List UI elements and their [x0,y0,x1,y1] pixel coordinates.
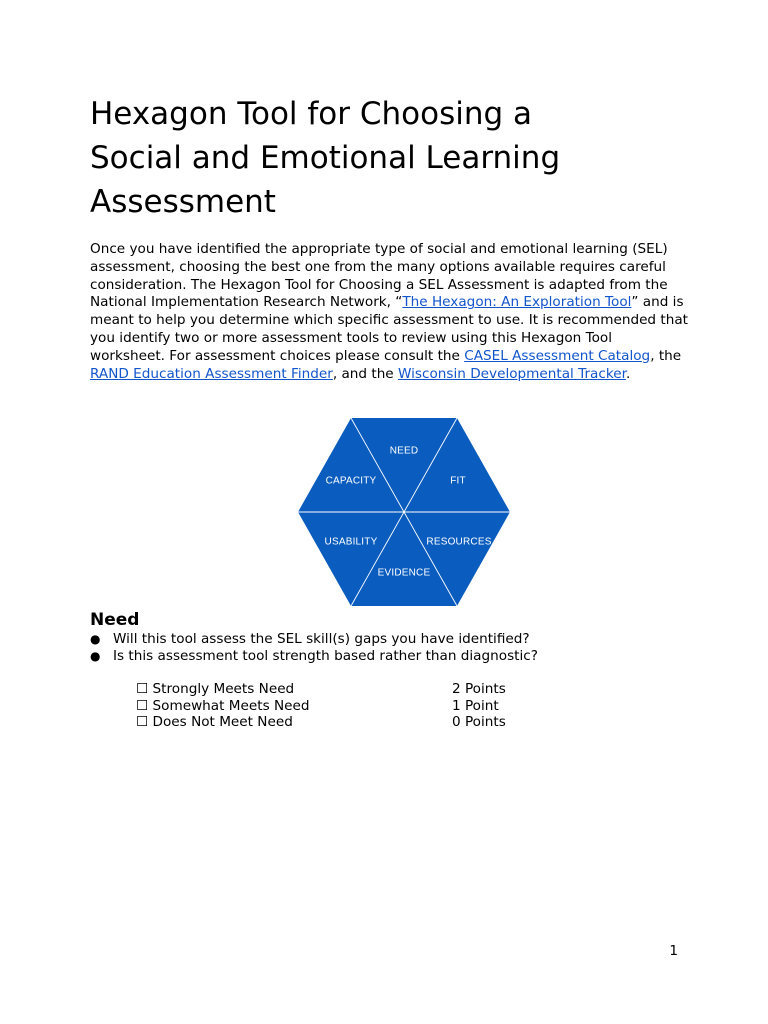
option-points: 0 Points [452,714,506,731]
rating-option[interactable] [136,698,536,715]
rating-option[interactable] [136,714,536,731]
bullet-icon: ● [90,649,101,663]
checkbox-icon[interactable]: ☐ [136,714,149,731]
hexagon-exploration-tool-link[interactable]: The Hexagon: An Exploration Tool [402,294,632,311]
list-item [90,648,690,665]
intro-text: , and the [332,365,398,382]
casel-assessment-catalog-link[interactable]: CASEL Assessment Catalog [464,347,651,364]
question-text: Will this tool assess the SEL skill(s) gaps you have identified? [113,631,530,647]
option-text: Does Not Meet Need [152,714,293,731]
rating-option-label[interactable] [136,714,293,731]
page-number: 1 [669,943,678,959]
need-section-heading: Need [90,610,140,630]
title-line: Hexagon Tool for Choosing a [90,96,533,132]
title-line: Social and Emotional Learning [90,140,561,176]
intro-paragraph [90,241,690,383]
option-points: 2 Points [452,681,506,697]
rand-assessment-finder-link[interactable]: RAND Education Assessment Finder [90,365,333,382]
intro-text: Once you have identified the appropriate type of social and emotional learning (SEL) assessment, choosing the best one from the many options available requires careful consideration. The Hexagon Tool for Choosing a SEL Assessment is adapted from the National Implementation Research Network, “ [90,241,668,311]
hexagon-label-evidence: EVIDENCE [377,567,431,579]
option-text: Strongly Meets Need [152,681,295,697]
question-text: Is this assessment tool strength based rather than diagnostic? [113,648,538,664]
hexagon-graphic [296,416,512,608]
hexagon-label-fit: FIT [450,475,466,487]
need-rating-options [136,681,536,731]
rating-option[interactable] [136,681,536,698]
option-points: 1 Point [452,697,499,714]
checkbox-icon[interactable]: ☐ [136,681,149,697]
bullet-icon: ● [90,632,101,646]
intro-text: ” and is meant to help you determine which specific assessment to use. It is recommended that you identify two or more assessment tools to review using this Hexagon Tool worksheet. For assessment choices please consult the [90,294,688,364]
rating-option-label[interactable] [136,698,310,715]
rating-option-label[interactable] [136,681,294,698]
hexagon-label-need: NEED [389,445,419,457]
intro-text: , the [650,347,682,364]
need-questions-list [90,631,690,665]
intro-text: . [625,365,631,382]
hexagon-label-resources: RESOURCES [426,536,492,548]
wisconsin-developmental-tracker-link[interactable]: Wisconsin Developmental Tracker [398,365,626,382]
page-title [90,92,690,224]
list-item [90,631,690,648]
hexagon-diagram [296,416,512,608]
hexagon-label-usability: USABILITY [324,536,378,548]
title-line: Assessment [90,184,276,220]
hexagon-label-capacity: CAPACITY [325,475,377,487]
option-text: Somewhat Meets Need [152,697,310,714]
checkbox-icon[interactable]: ☐ [136,697,149,714]
